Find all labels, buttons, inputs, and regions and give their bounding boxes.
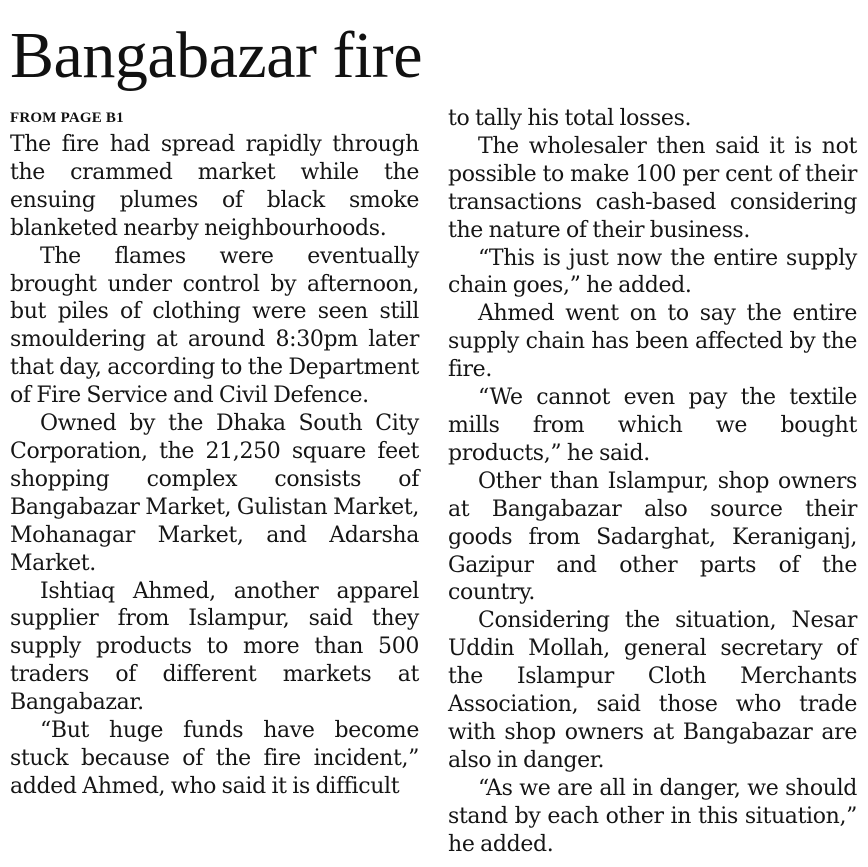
paragraph: “We cannot even pay the textile mills from which we bought products,” he said.	[448, 385, 857, 466]
paragraph: “This is just now the entire supply chain goes,” he added.	[448, 245, 857, 299]
paragraph: Other than Islampur, shop owners at Bangabazar also source their goods from Sadarghat, Keraniganj, Gazipur and other parts of the country.	[448, 468, 857, 606]
paragraph-continued: to tally his total losses.	[448, 106, 692, 131]
paragraph: The flames were eventually brought under control by afternoon, but piles of clothing were seen still smouldering at around 8:30pm later that day, according to the Department of Fire Service and Civil Defence.	[10, 243, 419, 409]
right-column	[448, 105, 857, 858]
left-column	[10, 105, 419, 801]
paragraph: Owned by the Dhaka South City Corporation, the 21,250 square feet shopping complex consists of Bangabazar Market, Gulistan Market, Mohanagar Market, and Adarsha Market.	[10, 411, 419, 576]
paragraph: “But huge funds have become stuck because of the fire incident,” added Ahmed, who said it is difficult	[10, 718, 419, 799]
paragraph: Ahmed went on to say the entire supply chain has been affected by the fire.	[448, 301, 857, 383]
paragraph: Ishtiaq Ahmed, another apparel supplier from Islampur, said they supply products to more than 500 traders of different markets at Bangabazar.	[10, 578, 419, 716]
paragraph: The wholesaler then said it is not possible to make 100 per cent of their transactions cash-based considering the nature of their business.	[448, 133, 857, 243]
paragraph: Considering the situation, Nesar Uddin Mollah, general secretary of the Islampur Cloth Merchants Association, said those who trade with shop owners at Bangabazar are also in danger.	[448, 608, 857, 773]
headline: Bangabazar fire	[10, 19, 423, 92]
paragraph: The fire had spread rapidly through the crammed market while the ensuing plumes of black smoke blanketed nearby neighbourhoods.	[10, 132, 419, 241]
jump-line: FROM PAGE B1	[10, 110, 124, 126]
paragraph: “As we are all in danger, we should stand by each other in this situation,” he added.	[448, 775, 857, 857]
